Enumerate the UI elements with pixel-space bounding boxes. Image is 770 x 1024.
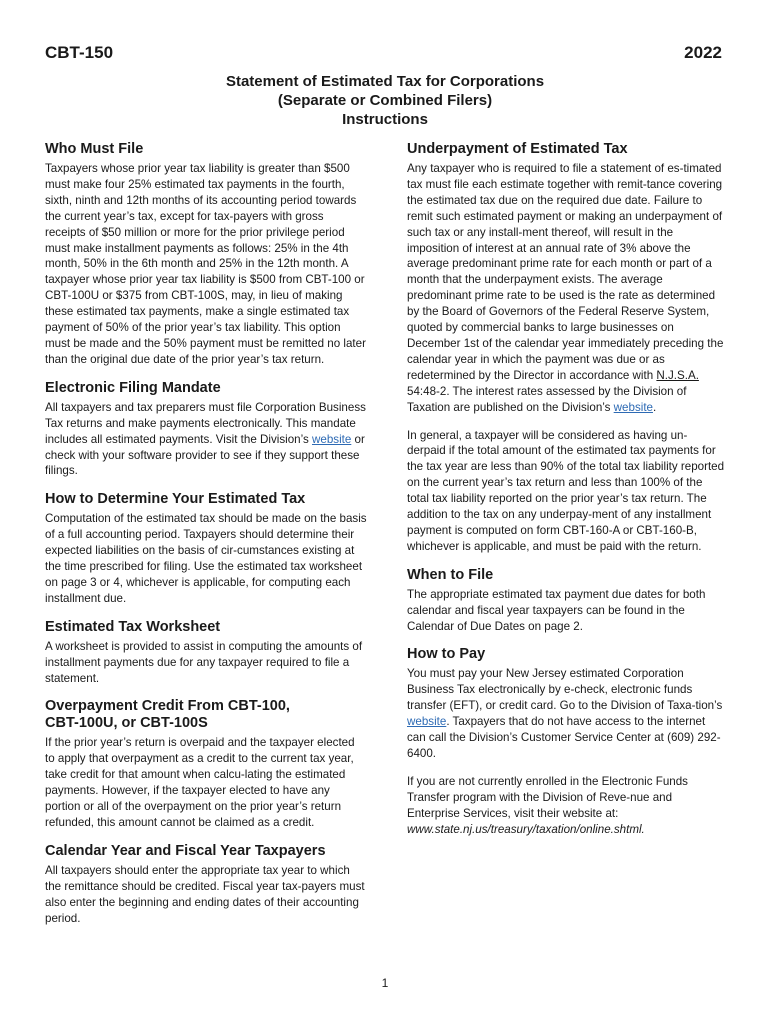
section-body: The appropriate estimated tax payment due dates for both calendar and fiscal year taxpayers can be found in the Calendar of Due Dates on page 2.	[407, 587, 706, 633]
section-body: Any taxpayer who is required to file a statement of es-timated tax must file each estimate together with remit-tance covering the estimated tax due on the required due date. Failure to remit such estimated payment or making an underpayment of such tax or any install-ment thereof, will result in the imposition of interest at an annual rate of 3% above the average predominant prime rate for each month or part of a month that the underpayment exists. The average predominant prime rate to be used is the rate as determined by the Board of Governors of the Federal Reserve System, quoted by commercial banks to large businesses on December 1st of the calendar year immediately preceding the calendar year in which the payment was due or as redetermined by the Director in accordance with N.J.S.A. 54:48-2. The interest rates assessed by the Division of Taxation are published on the Division’s website.	[407, 162, 724, 414]
section-heading: Estimated Tax Worksheet	[45, 618, 221, 635]
section-determine-tax	[45, 491, 367, 606]
section-when-to-file	[407, 567, 725, 635]
section-calendar-fiscal	[45, 843, 367, 927]
section-heading: When to File	[407, 566, 494, 583]
website-link[interactable]: website	[613, 400, 653, 414]
right-column	[407, 141, 725, 850]
section-who-must-file	[45, 141, 367, 368]
section-electronic-filing	[45, 380, 367, 480]
section-overpayment-credit	[45, 698, 367, 830]
section-body: Taxpayers whose prior year tax liability is greater than $500 must make four 25% estimated tax payments in the fourth, sixth, ninth and 12th months of its accounting period towards the current year’s tax, except for tax-payers with gross receipts of $50 million or more for the prior privilege period must make installment payments as follows: 25% in the 4th month, 50% in the 6th month and 25% in the 12th month. A taxpayer whose prior year tax liability is $500 from CBT-100 or CBT-100U or $375 from CBT-100S, may, in lieu of making these estimated tax payments, make a single estimated tax payment of 50% of the prior year’s tax liability. This option must be made and the 50% payment must be remitted no later than the original due date of the prior year’s tax return.	[45, 162, 366, 366]
title-line-1: Statement of Estimated Tax for Corporations	[225, 73, 545, 90]
left-column	[45, 141, 367, 939]
document-title	[0, 72, 770, 129]
form-id: CBT-150	[45, 43, 114, 62]
section-body-2: In general, a taxpayer will be considered as having un-derpaid if the total amount of the estimated tax payments for the tax year are less than 90% of the total tax liability reported on the current year’s tax return and less than 100% of the total tax liability reported on the prior year’s tax return. The addition to the tax on any underpay-ment of any installment payment is computed on form CBT-160-A or CBT-160-B, whichever is applicable, and must be paid with the return.	[407, 428, 725, 553]
website-link[interactable]: website	[312, 432, 352, 446]
section-body: All taxpayers should enter the appropriate tax year to which the remittance should be credited. Fiscal year tax-payers must also enter the beginning and ending dates of their accounting period.	[45, 863, 365, 925]
section-how-to-pay	[407, 646, 725, 837]
section-heading: Underpayment of Estimated Tax	[407, 141, 628, 157]
title-line-2: (Separate or Combined Filers)	[277, 92, 493, 109]
section-heading: Calendar Year and Fiscal Year Taxpayers	[45, 842, 326, 859]
section-body: All taxpayers and tax preparers must file Corporation Business Tax returns and make payments electronically. This mandate includes all estimated payments. Visit the Division’s website or check with your software provider to see if they support these filings.	[45, 400, 366, 478]
section-worksheet	[45, 619, 367, 687]
title-line-3: Instructions	[342, 111, 428, 128]
section-underpayment	[407, 141, 725, 555]
statute-reference: N.J.S.A.	[656, 368, 699, 382]
section-body: A worksheet is provided to assist in computing the amounts of installment payments due for any taxpayer required to file a statement.	[45, 639, 363, 685]
section-heading: Electronic Filing Mandate	[45, 379, 221, 396]
section-body: If the prior year’s return is overpaid and the taxpayer elected to apply that overpayment as a credit to the current tax year, take credit for that amount when calcu-lating the estimated payments. However, if the taxpayer elected to have any portion or all of the overpayment on the prior year’s return refunded, this amount cannot be claimed as a credit.	[45, 736, 355, 829]
section-heading: Who Must File	[45, 141, 144, 157]
section-body: You must pay your New Jersey estimated Corporation Business Tax electronically by e-check, electronic funds transfer (EFT), or credit card. Go to the Division of Taxa-tion’s website. Taxpayers that do not have access to the internet can call the Division’s Customer Service Center at (609) 292-6400.	[407, 667, 723, 760]
section-heading: How to Determine Your Estimated Tax	[45, 491, 306, 508]
tax-year: 2022	[684, 43, 722, 62]
section-heading: Overpayment Credit From CBT-100, CBT-100U, or CBT-100S	[45, 698, 290, 732]
section-heading: How to Pay	[407, 646, 486, 663]
page-number: 1	[381, 976, 389, 990]
online-url: www.state.nj.us/treasury/taxation/online.shtml.	[407, 822, 645, 836]
section-body: Computation of the estimated tax should be made on the basis of a full accounting period. Taxpayers should determine their expected liabilities on the basis of cir-cumstances existing at the time prescribed for filing. Use the estimated tax worksheet on page 3 or 4, whichever is applicable, for computing each installment due.	[45, 512, 367, 605]
website-link[interactable]: website	[407, 715, 447, 729]
section-body-2: If you are not currently enrolled in the Electronic Funds Transfer program with the Division of Reve-nue and Enterprise Services, visit their website at: www.state.nj.us/treasury/taxation/online.shtml.	[407, 774, 688, 836]
